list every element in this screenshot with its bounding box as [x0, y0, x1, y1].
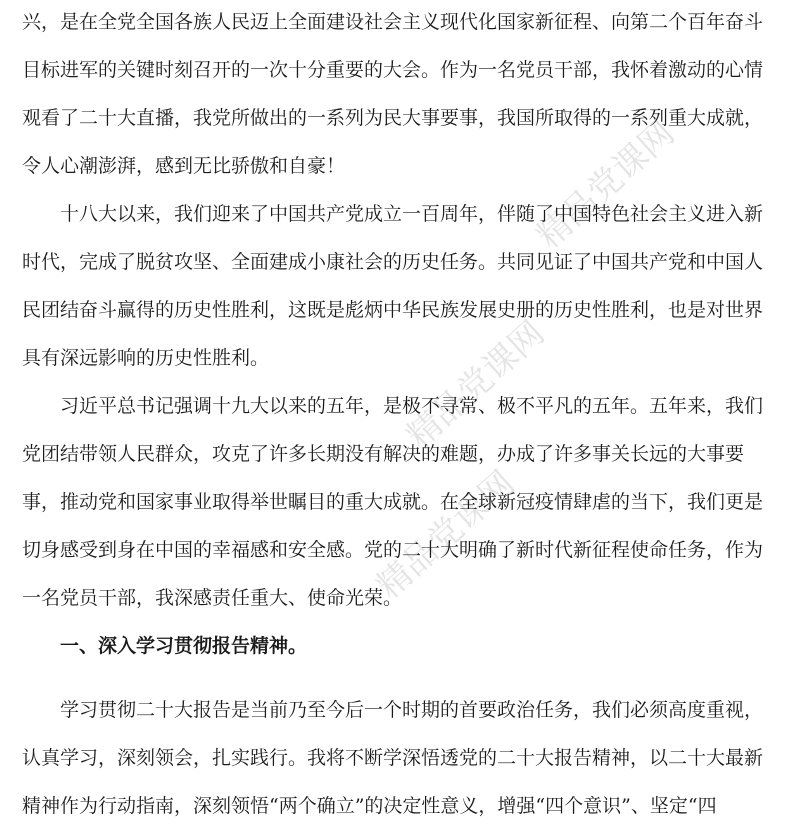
watermark-text-1: 精品党课网 — [529, 113, 683, 257]
watermark-text-3: 精品党课网 — [369, 463, 523, 607]
paragraph-line: 民团结奋斗赢得的历史性胜利，这既是彪炳中华民族发展史册的历史性胜利，也是对世界 — [22, 299, 764, 321]
paragraph-line: 事，推动党和国家事业取得举世瞩目的重大成就。在全球新冠疫情肆虐的当下，我们更是 — [22, 491, 764, 513]
paragraph-line: 十八大以来，我们迎来了中国共产党成立一百周年，伴随了中国特色社会主义进入新 — [60, 203, 764, 225]
paragraph-line: 兴，是在全党全国各族人民迈上全面建设社会主义现代化国家新征程、向第二个百年奋斗 — [22, 11, 764, 33]
section-heading: 一、深入学习贯彻报告精神。 — [60, 635, 308, 657]
paragraph-line: 观看了二十大直播，我党所做出的一系列为民大事要事，我国所取得的一系列重大成就， — [22, 107, 764, 129]
paragraph-line: 认真学习，深刻领会，扎实践行。我将不断学深悟透党的二十大报告精神，以二十大最新 — [22, 747, 764, 769]
paragraph-line: 时代，完成了脱贫攻坚、全面建成小康社会的历史任务。共同见证了中国共产党和中国人 — [22, 251, 764, 273]
paragraph-line: 目标进军的关键时刻召开的一次十分重要的大会。作为一名党员干部，我怀着激动的心情 — [22, 59, 764, 81]
paragraph-line: 习近平总书记强调十九大以来的五年，是极不寻常、极不平凡的五年。五年来，我们 — [60, 395, 764, 417]
paragraph-line: 一名党员干部，我深感责任重大、使命光荣。 — [22, 587, 403, 609]
paragraph-line: 党团结带领人民群众，攻克了许多长期没有解决的难题，办成了许多事关长远的大事要 — [22, 443, 745, 465]
paragraph-line: 令人心潮澎湃，感到无比骄傲和自豪！ — [22, 155, 346, 177]
watermark-text-2: 精品党课网 — [399, 313, 553, 457]
paragraph-line: 精神作为行动指南，深刻领悟“两个确立”的决定性意义，增强“四个意识”、坚定“四 — [22, 795, 717, 817]
paragraph-line: 学习贯彻二十大报告是当前乃至今后一个时期的首要政治任务，我们必须高度重视， — [60, 699, 764, 721]
paragraph-line: 切身感受到身在中国的幸福感和安全感。党的二十大明确了新时代新征程使命任务，作为 — [22, 539, 764, 561]
paragraph-line: 具有深远影响的历史性胜利。 — [22, 347, 270, 369]
